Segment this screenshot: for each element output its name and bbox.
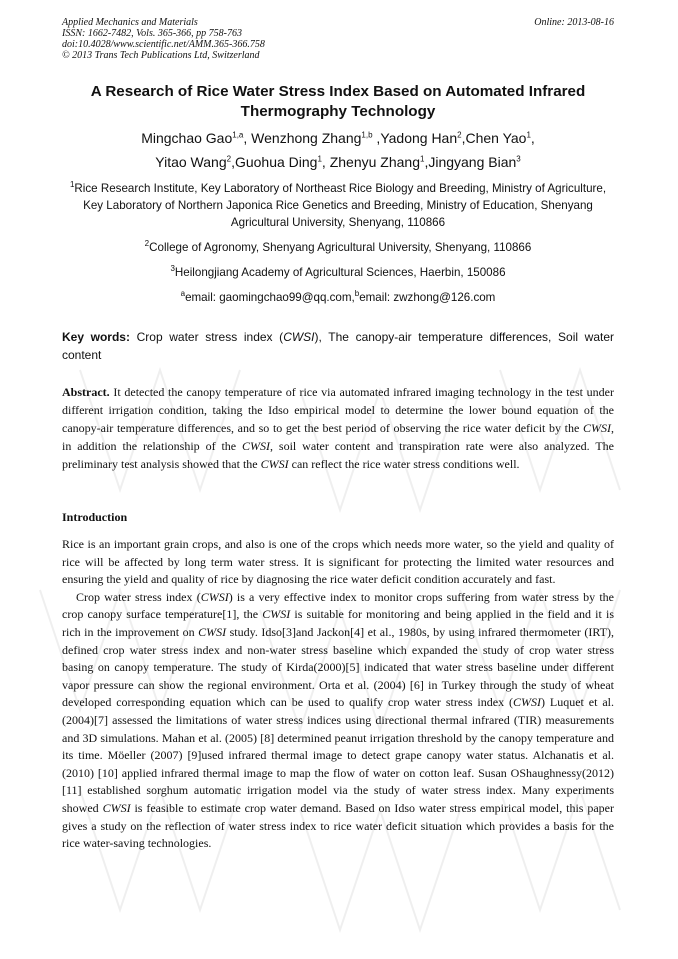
introduction-body <box>62 536 614 853</box>
abstract-text: can reflect the rice water stress conditions well. <box>288 457 520 471</box>
body-italic: CWSI <box>262 607 291 622</box>
abstract-italic: CWSI <box>260 457 289 471</box>
abstract-text: It detected the canopy temperature of rice via automated infrared imaging technology in the test under different irrigation condition, taking the Idso empirical model to determine the lower bound equation of the canopy-air temperature differences, and so to get the best period of observing the rice water deficit by the <box>62 385 614 435</box>
doi-line: doi:10.4028/www.scientific.net/AMM.365-366.758 <box>62 39 265 50</box>
author-line-2 <box>62 150 614 174</box>
body-italic: CWSI <box>200 589 229 604</box>
keywords <box>62 328 614 364</box>
author-name: Yitao Wang <box>155 154 227 170</box>
author-list <box>62 126 614 174</box>
author-name: ,Chen Yao <box>461 130 527 146</box>
affiliation-text: College of Agronomy, Shenyang Agricultural University, Shenyang, 110866 <box>149 241 532 254</box>
affiliation-sup: 2 <box>144 239 150 249</box>
email-sup: a <box>180 289 186 299</box>
author-affil-sup: 1,a <box>232 130 244 140</box>
author-name: ,Guohua Ding <box>231 154 318 170</box>
email-sup: b <box>354 289 360 299</box>
keywords-italic: CWSI <box>283 330 315 344</box>
journal-header <box>62 17 614 61</box>
abstract-italic: CWSI <box>583 421 611 435</box>
keywords-text: ), The canopy-air temperature differences, Soil water content <box>62 330 614 362</box>
introduction-heading: Introduction <box>62 510 128 524</box>
email-a[interactable]: email: gaomingchao99@qq.com, <box>185 291 355 304</box>
affiliation-2 <box>62 239 614 256</box>
abstract-text: , soil water content and transpiration rate were also analyzed. The preliminary test analysis showed that the <box>62 439 614 471</box>
body-text: is feasible to estimate crop water demand. Based on Idso water stress empirical model, this paper gives a study on the reflection of water stress index to rice water deficit situation which provides a basis for the rice water-saving technologies. <box>62 800 614 851</box>
author-name: ,Jingyang Bian <box>424 154 517 170</box>
author-affil-sup: 2 <box>457 130 462 140</box>
author-affil-sup: 1,b <box>361 130 373 140</box>
body-italic: CWSI <box>512 695 541 710</box>
author-affil-sup: 1 <box>419 154 425 164</box>
body-text: ) is a very effective index to monitor crops suffering from water stress by the crop canopy surface temperature[1], the <box>62 589 614 622</box>
affiliation-3 <box>62 264 614 281</box>
affiliation-1 <box>62 180 614 231</box>
author-line-1 <box>62 126 614 150</box>
email-line <box>62 289 614 306</box>
affiliation-text: Rice Research Institute, Key Laboratory of Northeast Rice Biology and Breeding, Ministry of Agriculture, Key Laboratory of Northern Japonica Rice Genetics and Breeding, Ministry of Education, Shenyang Agricultural University, Shenyang, 110866 <box>74 182 607 229</box>
author-name: ,Yadong Han <box>372 130 458 146</box>
author-affil-sup: 1 <box>526 130 531 140</box>
body-text: is suitable for monitoring and being applied in the field and it is rich in the improvement on <box>62 607 614 639</box>
author-affil-sup: 2 <box>226 154 232 164</box>
affiliation-sup: 3 <box>170 264 175 274</box>
keywords-text: Crop water stress index ( <box>129 330 284 344</box>
intro-paragraph-2 <box>62 589 614 853</box>
body-text: study. Idso[3]and Jackon[4] et al., 1980s, by using infrared thermometer (IRT), defined crop water stress index and non-water stress baseline which expanded the study of crop water stress basing on canopy temperature. The study of Kirda(2000)[5] indicated that water stress baseline under different vapor pressure can show the regional environment. Orta et al. (2004) [6] in Turkey through the study of wheat developed corresponding equation which can be used to qualify crop water stress index ( <box>62 624 614 710</box>
author-affil-sup: 3 <box>516 154 521 164</box>
author-name: , Zhenyu Zhang <box>321 154 420 170</box>
author-name: , Wenzhong Zhang <box>243 130 362 146</box>
abstract-text: , in addition the relationship of the <box>62 421 614 453</box>
abstract <box>62 383 614 473</box>
abstract-italic: CWSI <box>242 439 271 453</box>
online-date: Online: 2013-08-16 <box>534 17 614 28</box>
author-separator: , <box>530 130 535 146</box>
body-text: ) Luquet et al.(2004)[7] assessed the limitations of water stress indices using directional thermal infrared (TIR) measurements and 3D simulations. Mahan et al. (2005) [8] determined peanut irrigation threshold by the canopy temperature and its time. Möeller (2007) [9]used infrared thermal image to detect grape canopy water status. Alchanatis et al. (2010) [10] applied infrared thermal image to map the flow of water on cotton leaf. Susan OShaughnessy(2012)[11] established sorghum automatic irrigation model via the study of water stress index. Many experiments showed <box>62 695 614 815</box>
intro-paragraph-1: Rice is an important grain crops, and also is one of the crops which needs more water, so the yield and quality of rice will be affected by long term water stress. It is significant for protecting the limited water resources and ensuring the yield and quality of rice by diagnosing the rice water deficit condition accurately and fast. <box>62 537 614 587</box>
affiliation-text: Heilongjiang Academy of Agricultural Sciences, Haerbin, 150086 <box>174 266 506 279</box>
keywords-label: Key words: <box>62 330 130 344</box>
author-affil-sup: 1 <box>317 154 322 164</box>
paper-title: A Research of Rice Water Stress Index Based on Automated Infrared Thermography Technology <box>90 83 586 120</box>
body-text: Crop water stress index ( <box>76 589 201 604</box>
author-name: Mingchao Gao <box>141 130 233 146</box>
body-italic: CWSI <box>198 624 227 639</box>
abstract-label: Abstract. <box>62 385 110 399</box>
issn-line: ISSN: 1662-7482, Vols. 365-366, pp 758-763 <box>62 28 242 39</box>
copyright-line: © 2013 Trans Tech Publications Ltd, Switzerland <box>62 50 260 61</box>
body-italic: CWSI <box>102 800 131 815</box>
affiliation-sup: 1 <box>69 180 75 190</box>
journal-name: Applied Mechanics and Materials <box>62 17 198 28</box>
email-b[interactable]: email: zwzhong@126.com <box>359 291 496 304</box>
